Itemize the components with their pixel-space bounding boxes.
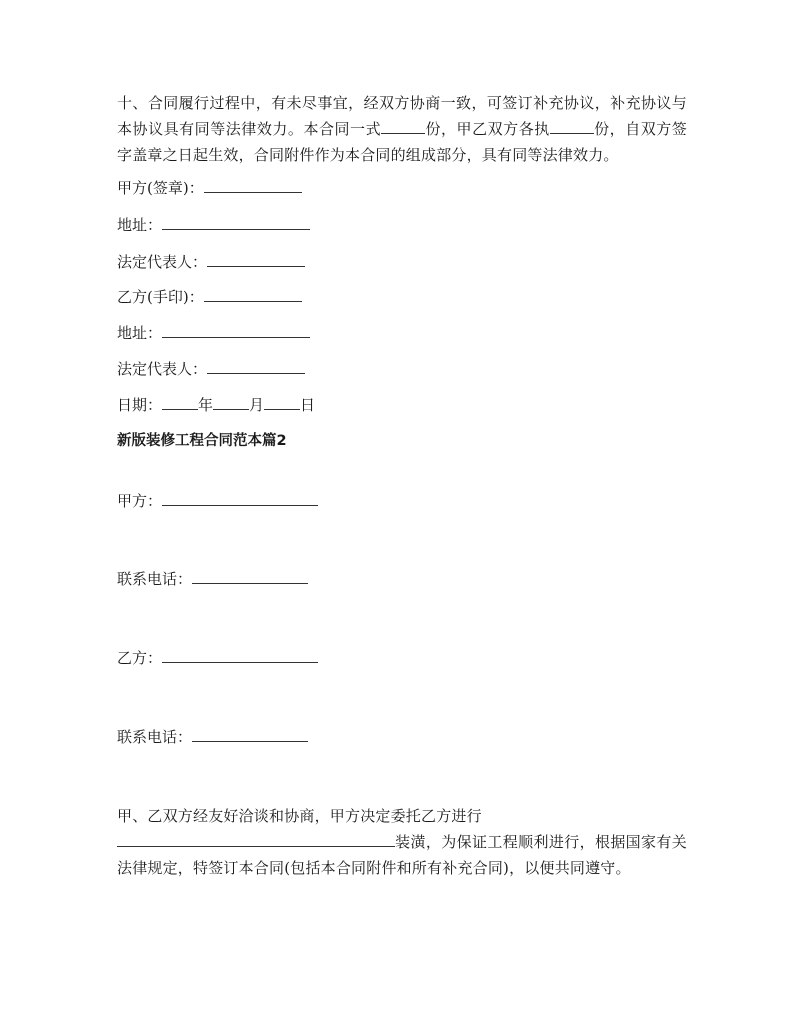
- address-a-label: 地址：: [117, 216, 163, 234]
- copies-each-blank[interactable]: [550, 119, 594, 134]
- section2-party-b-line: [117, 647, 318, 669]
- date-month-blank[interactable]: [213, 395, 249, 410]
- address-b-label: 地址：: [117, 324, 163, 342]
- section2-phone-a-blank[interactable]: [192, 569, 308, 584]
- section2-party-b-label: 乙方：: [117, 649, 163, 667]
- rep-b-label: 法定代表人：: [117, 360, 208, 378]
- section2-phone-b-line: [117, 726, 308, 748]
- section2-phone-b-label: 联系电话：: [117, 728, 193, 746]
- rep-b-blank[interactable]: [207, 359, 305, 374]
- section2-phone-a-label: 联系电话：: [117, 570, 193, 588]
- decoration-scope-blank[interactable]: [117, 832, 395, 847]
- clause-10-text-3: 份，自双方签字盖章之日起生效，合同附件作为本合同的组成部分，具有同等法律效力。: [117, 120, 688, 164]
- section2-intro-text-2: 装潢，为保证工程顺利进行，根据国家有关法律规定，特签订本合同(包括本合同附件和所有补充合同)，以便共同遵守。: [117, 833, 687, 877]
- copies-total-blank[interactable]: [381, 119, 425, 134]
- rep-b-line: [117, 358, 305, 380]
- party-b-sign-label: 乙方(手印)：: [117, 288, 204, 306]
- address-b-line: [117, 322, 310, 344]
- clause-10-paragraph: [117, 90, 687, 168]
- section2-phone-a-line: [117, 568, 308, 590]
- section-2-title: 新版装修工程合同范本篇2: [117, 433, 287, 449]
- rep-a-label: 法定代表人：: [117, 253, 208, 271]
- address-a-line: [117, 214, 310, 236]
- rep-a-blank[interactable]: [207, 252, 305, 267]
- date-line: [117, 394, 315, 416]
- section2-intro-paragraph: [117, 803, 687, 881]
- party-a-sign-line: [117, 177, 302, 199]
- clause-10-text-1: 十、合同履行过程中，有未尽事宜，经双方协商一致，可签订补充协议，补充协议与本协议具有同等法律效力。本合同一式: [117, 94, 687, 138]
- section2-party-a-label: 甲方：: [117, 492, 163, 510]
- date-year-blank[interactable]: [162, 395, 198, 410]
- address-a-blank[interactable]: [162, 215, 310, 230]
- clause-10-text-2: 份，甲乙双方各执: [425, 120, 550, 138]
- date-year-label: 年: [198, 396, 214, 414]
- party-b-sign-blank[interactable]: [204, 287, 302, 302]
- section2-party-a-blank[interactable]: [162, 491, 318, 506]
- date-label: 日期：: [117, 396, 163, 414]
- address-b-blank[interactable]: [162, 323, 310, 338]
- party-a-sign-label: 甲方(签章)：: [117, 179, 204, 197]
- date-day-blank[interactable]: [264, 395, 300, 410]
- section2-party-a-line: [117, 490, 318, 512]
- date-day-label: 日: [300, 396, 316, 414]
- rep-a-line: [117, 251, 305, 273]
- party-a-sign-blank[interactable]: [204, 178, 302, 193]
- section2-intro-text-1: 甲、乙双方经友好洽谈和协商，甲方决定委托乙方进行: [117, 807, 482, 825]
- party-b-sign-line: [117, 286, 302, 308]
- date-month-label: 月: [249, 396, 265, 414]
- section2-party-b-blank[interactable]: [162, 648, 318, 663]
- section2-phone-b-blank[interactable]: [192, 727, 308, 742]
